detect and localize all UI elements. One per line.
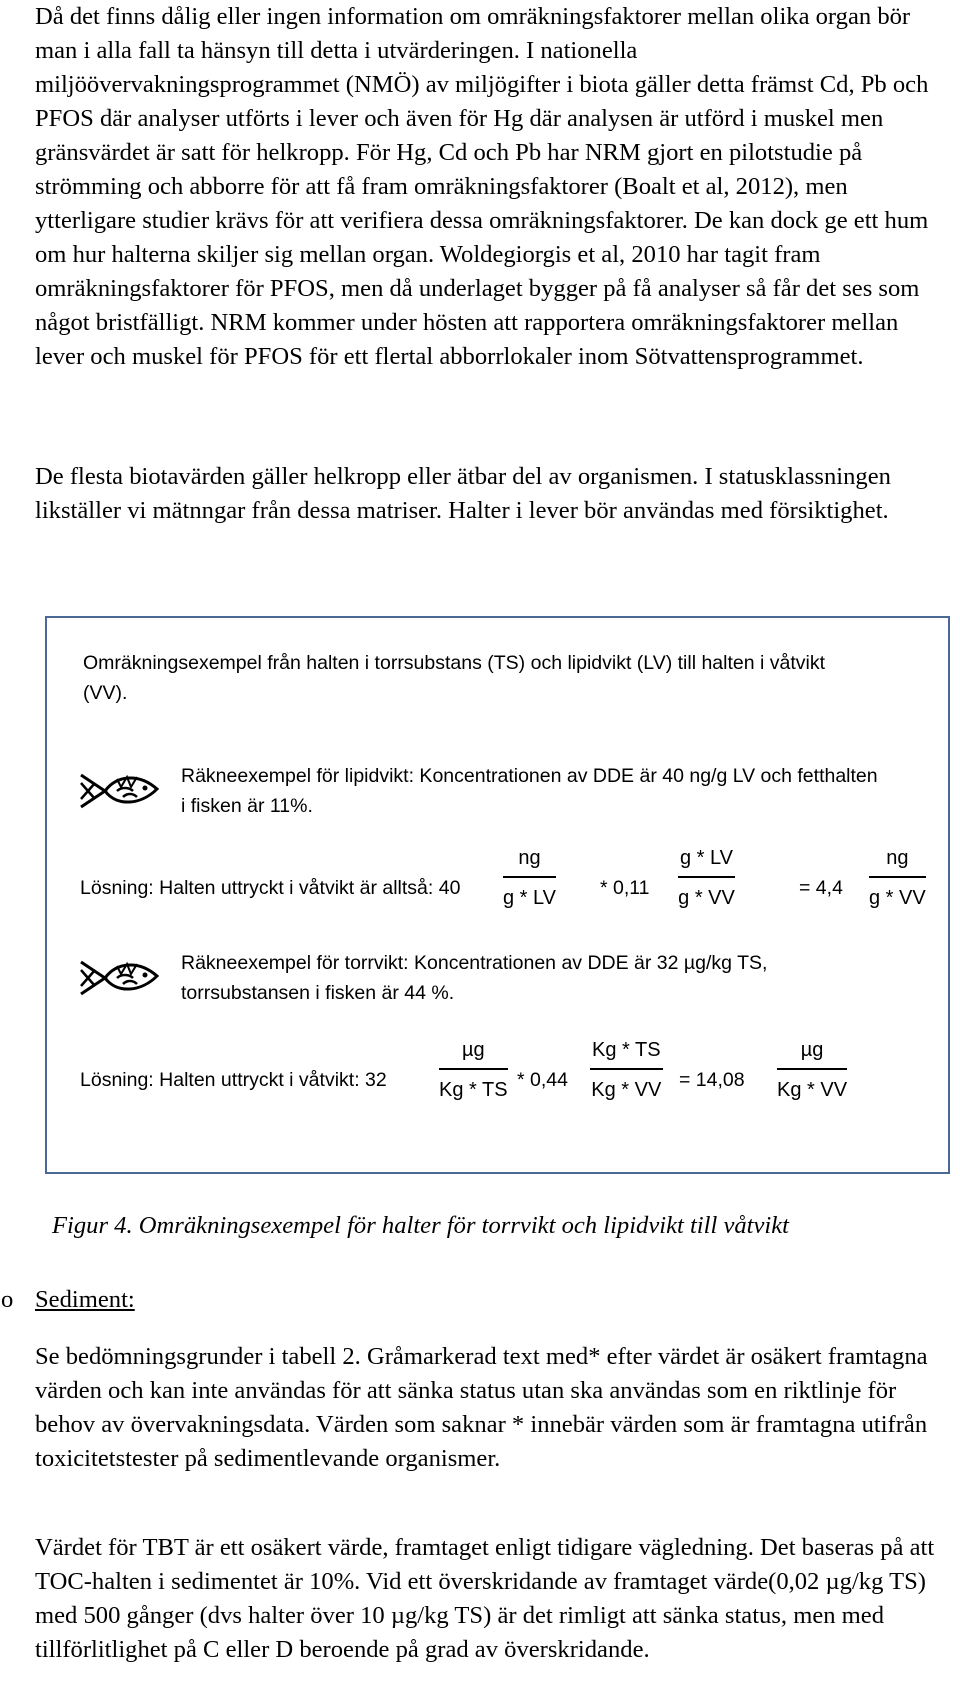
paragraph-biota-values: De flesta biotavärden gäller helkropp eller ätbar del av organismen. I statusklassningen likställer vi mätnngar från dessa matriser. Halter i lever bör användas med försiktighet. [35, 463, 891, 524]
fraction-numerator: g * LV [680, 847, 733, 869]
fraction-denominator: g * VV [869, 886, 926, 909]
figure-caption: Figur 4. Omräkningsexempel för halter för torrvikt och lipidvikt till våtvikt [52, 1212, 789, 1239]
fish-icon [77, 958, 159, 998]
fraction-g-lv-per-g-vv [678, 846, 735, 910]
fraction-numerator: Kg * TS [592, 1039, 661, 1061]
figure-heading: Omräkningsexempel från halten i torrsubstans (TS) och lipidvikt (LV) till halten i våtvikt (VV). [83, 652, 826, 704]
paragraph-tbt-value: Värdet för TBT är ett osäkert värde, framtaget enligt tidigare vägledning. Det baseras på att TOC-halten i sedimentet är 10%. Vid ett överskridande av framtaget värde(0,02 µg/kg TS) med 500 gånger (dvs halter över 10 µg/kg TS) är det rimligt att sänka status, men med tillförlitlighet på C eller D beroende på grad av överskridande. [35, 1534, 935, 1663]
fraction-denominator: Kg * VV [591, 1078, 662, 1101]
fraction-denominator: g * LV [503, 886, 556, 909]
fraction-ng-per-g-lv [503, 846, 556, 910]
bullet-marker: o [1, 1286, 14, 1313]
fraction-numerator: ng [886, 847, 909, 869]
section-heading-sediment: Sediment: [35, 1286, 135, 1313]
solution-lipid-result: = 4,4 [799, 877, 843, 899]
fraction-ug-per-kg-ts [439, 1038, 508, 1102]
fraction-kg-ts-per-kg-vv [590, 1038, 663, 1102]
fraction-numerator: µg [461, 1039, 485, 1061]
paragraph-conversion-factors: Då det finns dålig eller ingen information om omräkningsfaktorer mellan olika organ bör man i alla fall ta hänsyn till detta i utvärderingen. I nationella miljöövervakningsprogrammet (NMÖ) av miljögifter i biota gäller detta främst Cd, Pb och PFOS där analyser utförts i lever och även för Hg där analysen är utförd i muskel men gränsvärdet är satt för helkropp. För Hg, Cd och Pb har NRM gjort en pilotstudie på strömming och abborre för att få fram omräkningsfaktorer (Boalt et al, 2012), men ytterligare studier krävs för att verifiera dessa omräkningsfaktorer. De kan dock ge ett hum om hur halterna skiljer sig mellan organ. Woldegiorgis et al, 2010 har tagit fram omräkningsfaktorer för PFOS, men då underlaget bygger på få analyser så får det ses som något bristfälligt. NRM kommer under hösten att rapportera omräkningsfaktorer mellan lever och muskel för PFOS för ett flertal abborrlokaler inom Sötvattensprogrammet. [35, 3, 929, 370]
fish-icon [77, 771, 159, 811]
fraction-denominator: Kg * TS [439, 1078, 508, 1101]
figure-conversion-example [45, 616, 950, 1174]
solution-dry-weight-result: = 14,08 [679, 1069, 745, 1091]
fraction-denominator: Kg * VV [777, 1078, 848, 1101]
fraction-ng-per-g-vv [869, 846, 926, 910]
fraction-numerator: µg [800, 1039, 824, 1061]
example-dry-weight-text: Räkneexempel för torrvikt: Koncentrationen av DDE är 32 µg/kg TS, torrsubstansen i fisken är 44 %. [181, 952, 768, 1004]
fraction-numerator: ng [518, 847, 541, 869]
fraction-denominator: g * VV [678, 886, 735, 909]
solution-lipid-factor: * 0,11 [600, 877, 650, 899]
solution-lipid-prefix: Lösning: Halten uttryckt i våtvikt är alltså: 40 [80, 877, 461, 899]
fraction-ug-per-kg-vv [777, 1038, 847, 1102]
example-lipid-text: Räkneexempel för lipidvikt: Koncentrationen av DDE är 40 ng/g LV och fetthalten i fisken är 11%. [181, 765, 878, 817]
solution-dry-weight-prefix: Lösning: Halten uttryckt i våtvikt: 32 [80, 1069, 387, 1091]
solution-dry-weight-factor: * 0,44 [517, 1069, 568, 1091]
paragraph-sediment-criteria: Se bedömningsgrunder i tabell 2. Gråmarkerad text med* efter värdet är osäkert framtagna värden och kan inte användas för att sänka status utan ska användas som en riktlinje för behov av övervakningsdata. Värden som saknar * innebär värden som är framtagna utifrån toxicitetstester på sedimentlevande organismer. [35, 1343, 928, 1472]
